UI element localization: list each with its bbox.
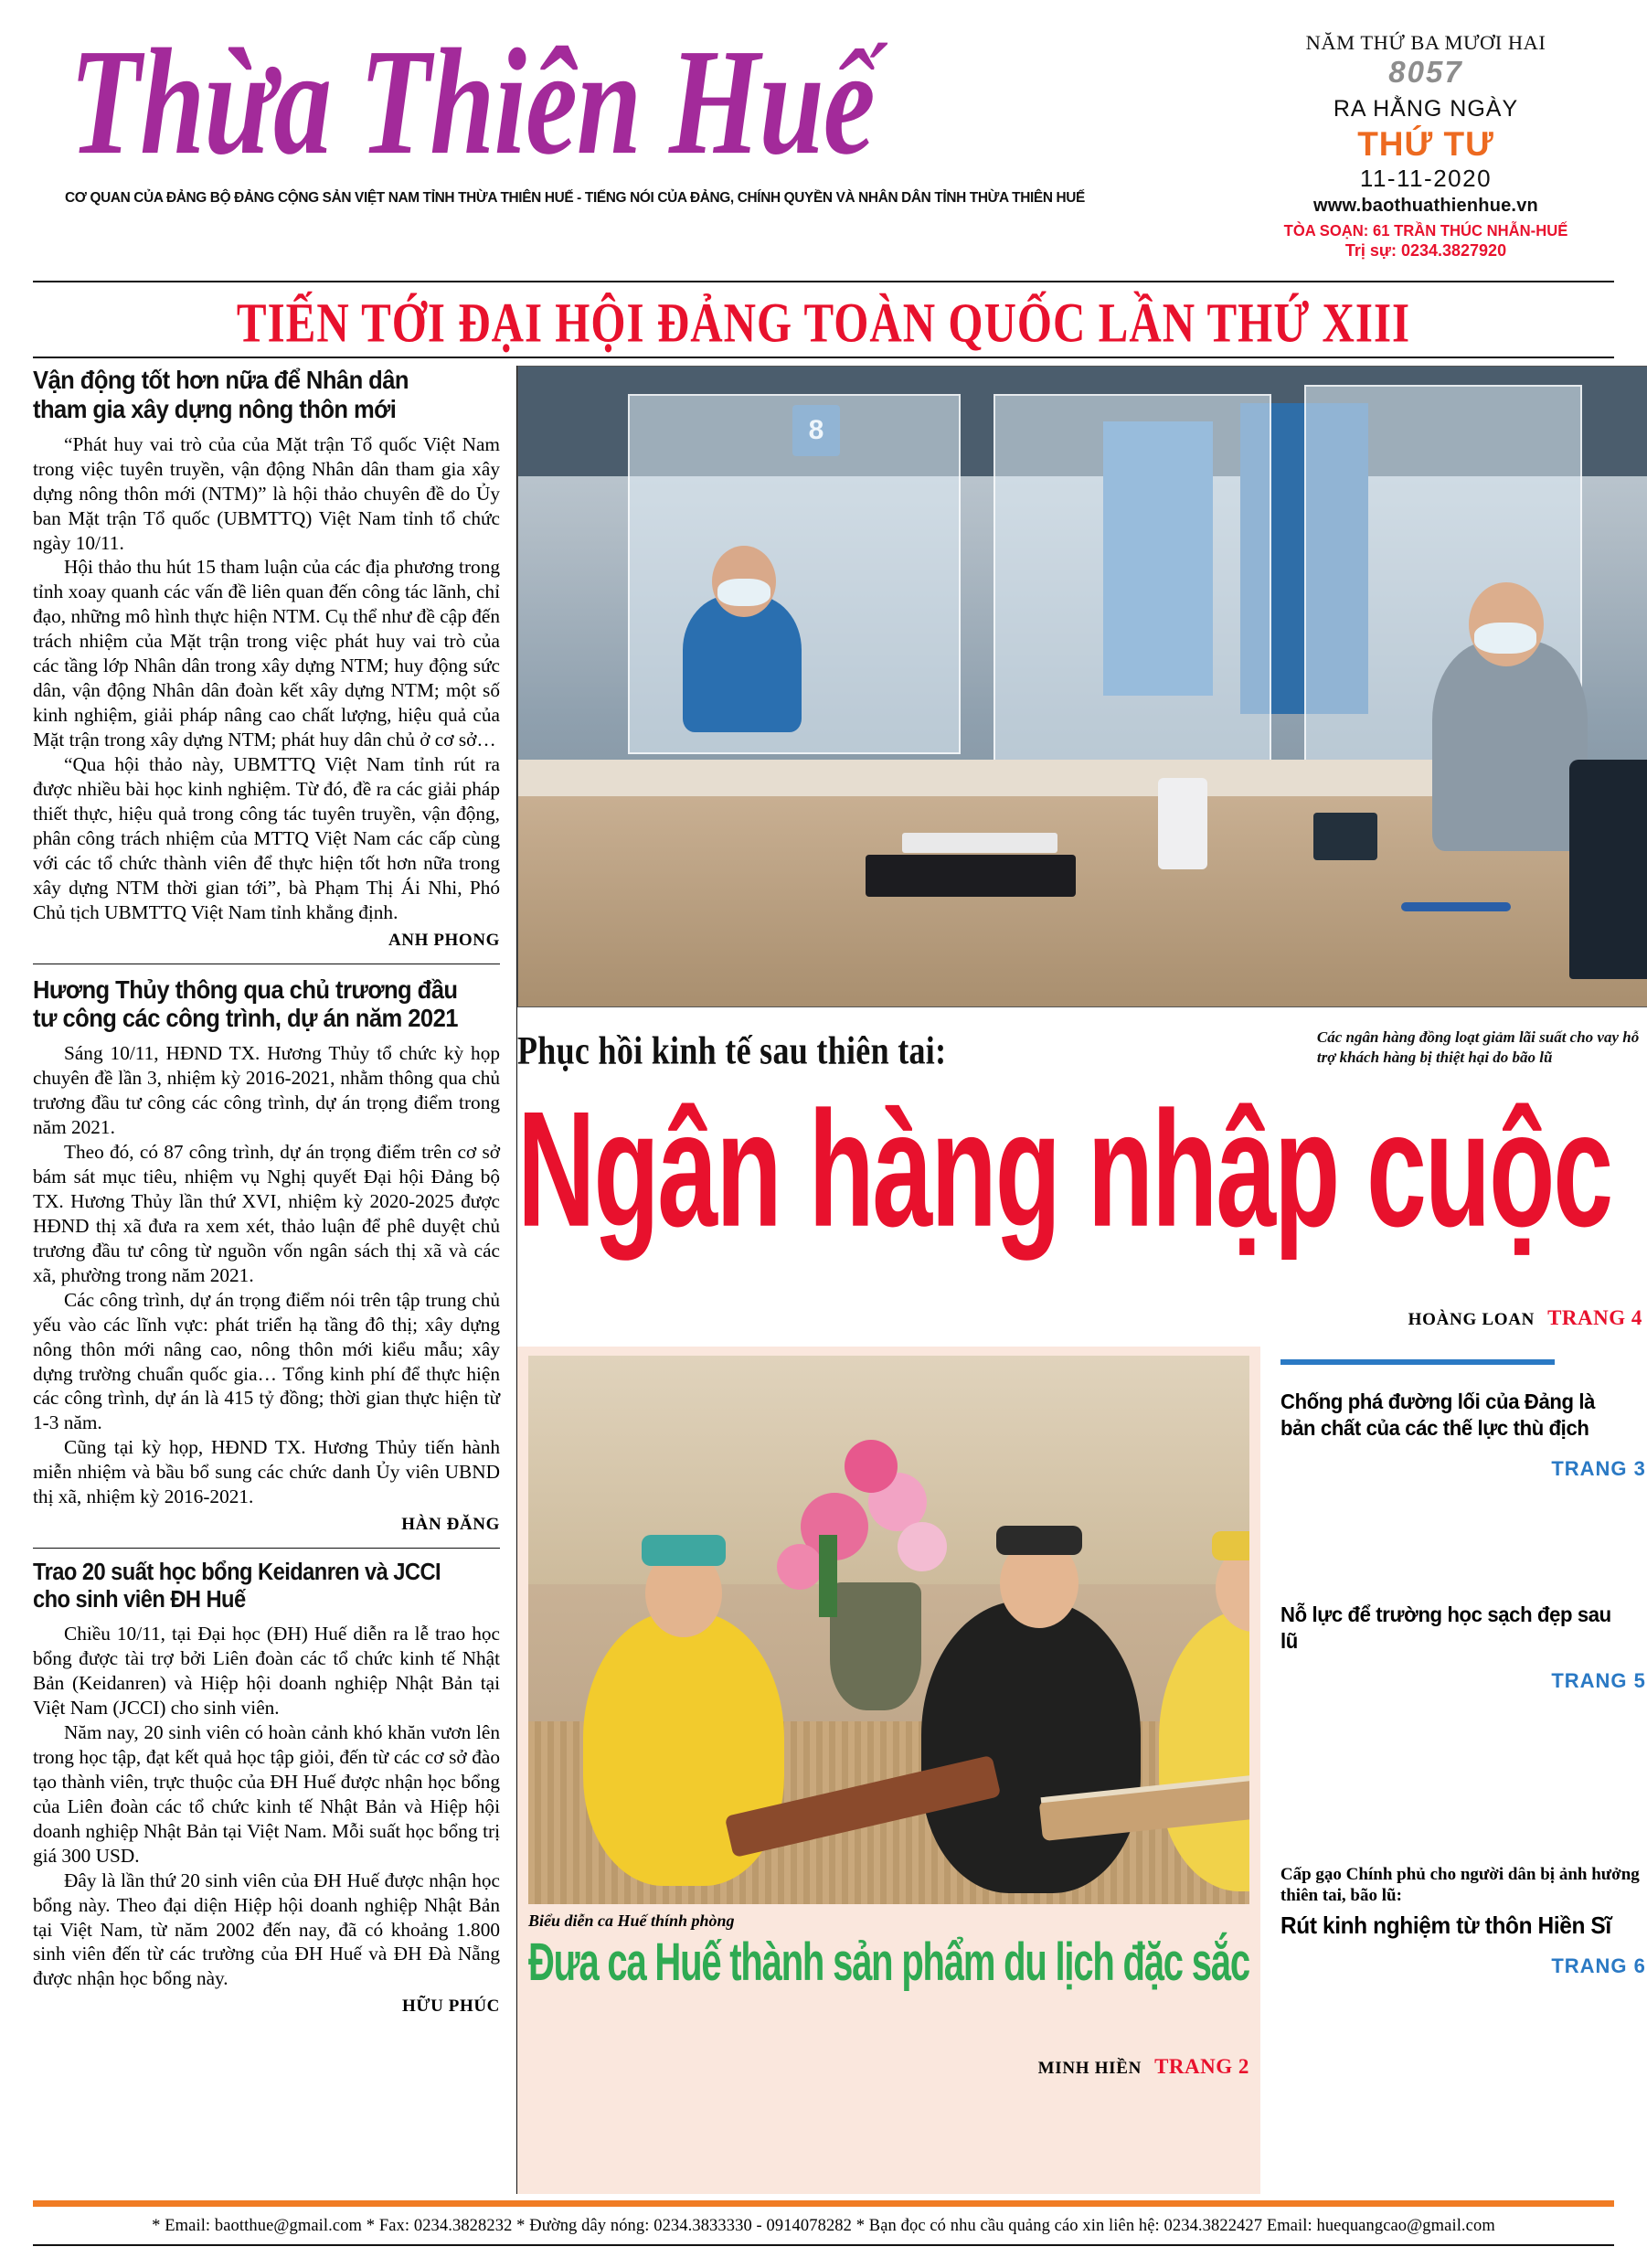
feature-photo-caption: Biểu diễn ca Huế thính phòng [528, 1911, 735, 1930]
teaser-page[interactable]: TRANG 5 [1551, 1669, 1646, 1693]
publication-date: 11-11-2020 [1359, 164, 1493, 192]
teaser-page[interactable]: TRANG 3 [1551, 1456, 1646, 1480]
article-paragraph: Năm nay, 20 sinh viên có hoàn cảnh khó khăn vươn lên trong học tập, đạt kết quả học tập giỏi, đến từ các cơ sở đào tạo thành viên, trực thuộc của ĐH Huế được nhận học bổng của Liên đoàn các tổ chức kinh tế Nhật Bản và Hiệp hội doanh nghiệp Nhật Bản tại Việt Nam. Mỗi suất học bổng trị giá 300 USD. [33, 1721, 500, 1867]
page-content [33, 366, 1646, 2194]
lead-photo-bank-branch [517, 366, 1647, 1007]
teaser-kicker: Cấp gạo Chính phủ cho người dân bị ảnh hưởng thiên tai, bão lũ: [1280, 1865, 1640, 1906]
teaser-headline[interactable]: Rút kinh nghiệm từ thôn Hiền Sĩ [1280, 1911, 1611, 1939]
article-paragraph: Cũng tại kỳ họp, HĐND TX. Hương Thủy tiến hành miễn nhiệm và bầu bổ sung các chức danh Ủy viên UBND thị xã, nhiệm kỳ 2016-2021. [33, 1436, 500, 1508]
issue-number: 8057 [1388, 55, 1463, 89]
article-byline: ANH PHONG [388, 930, 500, 950]
page-footer [33, 2200, 1614, 2246]
footer-orange-bar [33, 2200, 1614, 2207]
teaser-chong-pha[interactable] [1280, 1389, 1646, 1481]
footer-rule [33, 2244, 1614, 2246]
right-side-wrapper [517, 366, 1646, 2194]
article-paragraph: Theo đó, có 87 công trình, dự án trọng điểm trên cơ sở bám sát mục tiêu, nhiệm vụ Nghị quyết Đại hội Đảng bộ TX. Hương Thủy lần thứ XVI, nhiệm kỳ 2020-2025 được HĐND thị xã đưa ra xem xét, thảo luận để phê duyệt chủ trương đầu tư công từ nguồn vốn ngân sách thị xã và các xã, phường trong năm 2021. [33, 1141, 500, 1286]
teaser-page[interactable]: TRANG 6 [1551, 1954, 1646, 1978]
article-paragraph: “Phát huy vai trò của của Mặt trận Tổ quốc Việt Nam trong việc tuyên truyền, vận động Nhân dân tham gia xây dựng nông thôn mới (NTM)” là hội thảo chuyên đề do Ủy ban Mặt trận Tổ quốc (UBMTTQ) Việt Nam tỉnh tổ chức ngày 10/11. [33, 432, 500, 554]
weekday-label: THỨ TƯ [1357, 124, 1494, 163]
office-address: TÒA SOẠN: 61 TRẦN THÚC NHẪN-HUẾ [1283, 220, 1568, 240]
column-divider [33, 1548, 500, 1549]
article-headline[interactable]: Trao 20 suất học bổng Keidanren và JCCI cho sinh viên ĐH Huế [33, 1560, 441, 1613]
article-byline: HỮU PHÚC [402, 1996, 500, 2017]
masthead [33, 0, 1614, 279]
article-byline: HÀN ĐĂNG [401, 1515, 500, 1535]
lead-credit [517, 1306, 1646, 1330]
article-van-dong [33, 366, 500, 951]
lead-photo-caption: Các ngân hàng đồng loạt giảm lãi suất cho vay hỗ trợ khách hàng bị thiệt hại do bão lũ [1316, 1028, 1640, 1067]
article-paragraph: Hội thảo thu hút 15 tham luận của các địa phương trong tỉnh xoay quanh các vấn đề liên quan đến công tác lãnh, chỉ đạo, những mô hình thực hiện NTM. Cụ thể như đề cập đến trách nhiệm của Mặt trận trong việc phát huy vai trò của các tầng lớp Nhân dân trong xây dựng NTM; huy động sức dân, vận động Nhân dân đoàn kết xây dựng NTM; một số kinh nghiệm, giải pháp nâng cao chất lượng, hiệu quả của Mặt trận trong xây dựng NTM; phát huy dân chủ ở cơ sở… [33, 556, 500, 751]
banner-text: TIẾN TỚI ĐẠI HỘI ĐẢNG TOÀN QUỐC LẦN THỨ XIII [236, 291, 1411, 354]
teaser-no-luc[interactable] [1280, 1602, 1646, 1694]
lead-kicker: Phục hồi kinh tế sau thiên tai: [517, 1028, 947, 1073]
article-headline[interactable]: Vận động tốt hơn nữa để Nhân dân tham gia xây dựng nông thôn mới [33, 366, 409, 423]
article-headline[interactable]: Hương Thủy thông qua chủ trương đầu tư công các công trình, dự án năm 2021 [33, 974, 458, 1033]
article-huong-thuy [33, 975, 500, 1536]
publication-year-label: NĂM THỨ BA MƯƠI HAI [1305, 31, 1546, 54]
article-paragraph: Sáng 10/11, HĐND TX. Hương Thủy tổ chức kỳ họp chuyên đề lần 3, nhiệm kỳ 2016-2021, nhằm thông qua chủ trương đầu tư công các công trình, dự án trọng điểm trong năm 2021. [33, 1042, 500, 1139]
article-paragraph: “Qua hội thảo này, UBMTTQ Việt Nam tỉnh rút ra được nhiều bài học kinh nghiệm. Từ đó, đề ra các giải pháp thiết thực, hiệu quả trong công tác tuyên truyền, vận động, phân công trách nhiệm của MTTQ Việt Nam các cấp cùng với các tổ chức thành viên để thực hiện tốt hơn nữa trong xây dựng NTM thời gian tới”, bà Phạm Thị Ái Nhi, Phó Chủ tịch UBMTTQ Việt Nam tỉnh khẳng định. [33, 752, 500, 923]
feature-box-ca-hue [517, 1347, 1260, 2194]
banner-rule-bottom [33, 357, 1614, 358]
teaser-headline[interactable]: Nỗ lực để trường học sạch đẹp sau lũ [1280, 1602, 1611, 1653]
frequency-label: RA HẰNG NGÀY [1333, 95, 1519, 122]
article-paragraph: Các công trình, dự án trọng điểm nói trên tập trung chủ yếu vào các lĩnh vực: phát triển hạ tầng đô thị; xây dựng nông thôn mới nâng cao, nông thôn mới kiểu mẫu; xây dựng trường chuẩn quốc gia… Tổng kinh phí để thực hiện các công trình, dự án là 415 tỷ đồng; thời gian thực hiện từ 1-3 năm. [33, 1288, 500, 1434]
left-column [33, 366, 517, 2194]
masthead-subtitle: CƠ QUAN CỦA ĐẢNG BỘ ĐẢNG CỘNG SẢN VIỆT NAM TỈNH THỪA THIÊN HUẾ - TIẾNG NÓI CỦA ĐẢNG, CHÍNH QUYỀN VÀ NHÂN DÂN TỈNH THỪA THIÊN HUẾ [65, 190, 1085, 206]
feature-photo-ca-hue [528, 1356, 1249, 1904]
feature-headline[interactable]: Đưa ca Huế thành sản phẩm du lịch đặc sắc [528, 1933, 1249, 1992]
lower-zone [517, 1347, 1646, 2194]
newspaper-title: Thừa Thiên Huế [69, 16, 875, 186]
lead-credit-page[interactable]: TRANG 4 [1547, 1305, 1642, 1329]
lead-kicker-row [517, 1028, 1646, 1073]
campaign-banner [33, 281, 1614, 358]
right-column [1280, 1347, 1646, 2194]
teaser-headline[interactable]: Chống phá đường lối của Đảng là bản chất của các thế lực thù địch [1280, 1389, 1595, 1441]
feature-credit [528, 2055, 1249, 2079]
article-paragraph: Đây là lần thứ 20 sinh viên của ĐH Huế được nhận học bổng này. Theo đại diện Hiệp hội doanh nghiệp Nhật Bản tại Việt Nam, từ năm 2002 đến nay, đã có khoảng 1.800 sinh viên đến từ các trường của ĐH Huế và ĐH Đà Nẵng được nhận học bổng này. [33, 1869, 500, 1990]
article-hoc-bong [33, 1560, 500, 2017]
lead-credit-name: HOÀNG LOAN [1408, 1309, 1535, 1329]
feature-credit-name: MINH HIỀN [1037, 2058, 1142, 2078]
article-paragraph: Chiều 10/11, tại Đại học (ĐH) Huế diễn ra lễ trao học bổng được tài trợ bởi Liên đoàn các tổ chức kinh tế Nhật Bản (Keidanren) và Hiệp hội doanh nghiệp Nhật Bản tại Việt Nam (JCCI) cho sinh viên. [33, 1623, 500, 1720]
teaser-cap-gao[interactable] [1280, 1865, 1646, 1978]
masthead-info-block [1243, 31, 1609, 261]
lead-headline[interactable]: Ngân hàng nhập cuộc [517, 1076, 1612, 1262]
masthead-left [69, 16, 1276, 186]
footer-contact-text: * Email: baotthue@gmail.com * Fax: 0234.3828232 * Đường dây nóng: 0234.3833330 - 0914078282 * Bạn đọc có nhu cầu quảng cáo xin liên hệ: 0234.3822427 Email: huequangcao@gmail.com [152, 2217, 1495, 2235]
website-url[interactable]: www.baothuathienhue.vn [1313, 195, 1538, 216]
office-phone: Trị sự: 0234.3827920 [1344, 240, 1507, 260]
lead-headline-wrap [517, 1076, 1646, 1262]
teaser-divider [1280, 1359, 1555, 1365]
banner-inner [33, 282, 1614, 354]
feature-credit-page[interactable]: TRANG 2 [1154, 2054, 1249, 2078]
